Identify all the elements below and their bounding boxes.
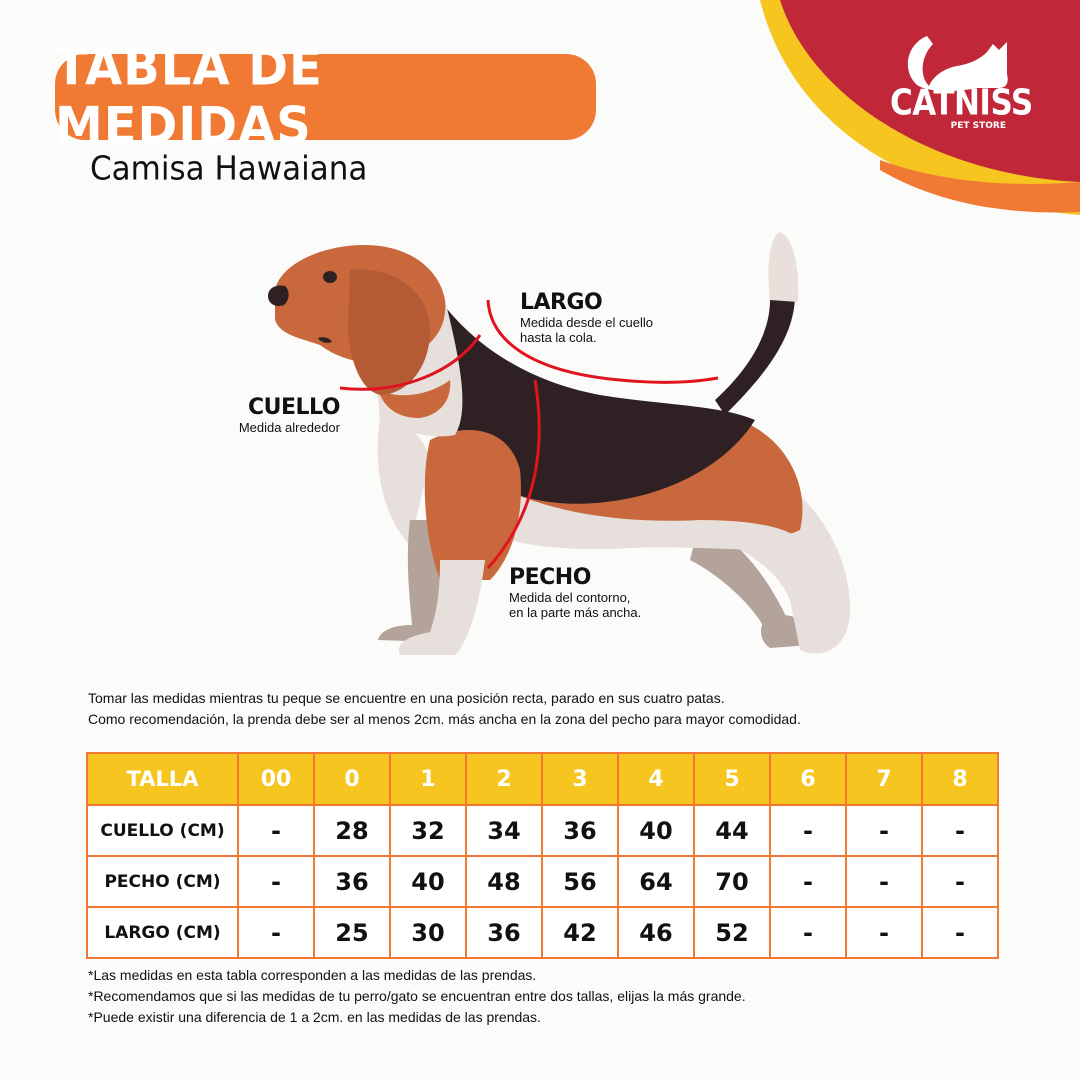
label-largo-title: LARGO [520,290,603,315]
header-cell: 6 [770,753,846,805]
table-cell: 32 [390,805,466,856]
label-pecho-desc-2: en la parte más ancha. [509,605,642,620]
row-header: LARGO (CM) [87,907,238,958]
size-table [86,752,999,959]
label-cuello-title: CUELLO [248,395,340,420]
header-cell: 8 [922,753,998,805]
table-row [87,907,998,958]
table-cell: 36 [314,856,390,907]
header-cell: 2 [466,753,542,805]
table-cell: 28 [314,805,390,856]
footnote: *Recomendamos que si las medidas de tu perro/gato se encuentran entre dos tallas, elijas la más grande. [88,988,746,1004]
label-cuello [226,395,340,435]
header-cell: 4 [618,753,694,805]
table-cell: 36 [542,805,618,856]
brand-name: CATNISS [890,82,1033,124]
table-cell: 70 [694,856,770,907]
label-largo-desc-2: hasta la cola. [520,330,597,345]
product-name: Camisa Hawaiana [90,150,368,188]
label-cuello-desc-1: Medida alrededor [238,420,340,435]
label-largo [520,290,653,345]
row-header: PECHO (CM) [87,856,238,907]
row-header: CUELLO (CM) [87,805,238,856]
table-cell: 42 [542,907,618,958]
table-cell: 64 [618,856,694,907]
brand-tagline: PET STORE [950,121,1006,131]
table-cell: 36 [466,907,542,958]
header-cell: 7 [846,753,922,805]
header-cell: TALLA [87,753,238,805]
header-cell: 3 [542,753,618,805]
table-cell: - [238,856,314,907]
table-cell: 30 [390,907,466,958]
instruction-line-2: Como recomendación, la prenda debe ser al menos 2cm. más ancha en la zona del pecho para mayor comodidad. [88,711,801,727]
label-pecho-title: PECHO [509,565,591,590]
page-title: TABLA DE MEDIDAS [55,38,323,156]
footnote: *Las medidas en esta tabla corresponden a las medidas de las prendas. [88,967,537,983]
label-pecho [509,565,641,620]
table-cell: - [846,805,922,856]
table-cell: - [770,856,846,907]
table-cell: 40 [618,805,694,856]
table-cell: - [238,907,314,958]
table-cell: - [238,805,314,856]
table-cell: 52 [694,907,770,958]
table-cell: 34 [466,805,542,856]
header-cell: 5 [694,753,770,805]
header-cell: 0 [314,753,390,805]
table-cell: - [770,907,846,958]
table-cell: 46 [618,907,694,958]
table-cell: - [846,856,922,907]
instruction-line-1: Tomar las medidas mientras tu peque se encuentre en una posición recta, parado en sus cuatro patas. [88,690,725,706]
footnotes [88,965,746,1028]
table-cell: 25 [314,907,390,958]
brand-logo [890,30,1033,160]
footnote: *Puede existir una diferencia de 1 a 2cm. en las medidas de las prendas. [88,1009,541,1025]
table-cell: - [846,907,922,958]
table-cell: 40 [390,856,466,907]
table-cell: 56 [542,856,618,907]
table-row [87,805,998,856]
table-row [87,856,998,907]
table-cell: - [922,907,998,958]
instructions [88,688,801,730]
table-cell: - [922,805,998,856]
table-header-row [87,753,998,805]
table-cell: 48 [466,856,542,907]
table-cell: - [770,805,846,856]
header-cell: 1 [390,753,466,805]
table-cell: - [922,856,998,907]
label-largo-desc-1: Medida desde el cuello [520,315,653,330]
title-banner [55,38,596,156]
table-cell: 44 [694,805,770,856]
label-pecho-desc-1: Medida del contorno, [509,590,631,605]
header-cell: 00 [238,753,314,805]
